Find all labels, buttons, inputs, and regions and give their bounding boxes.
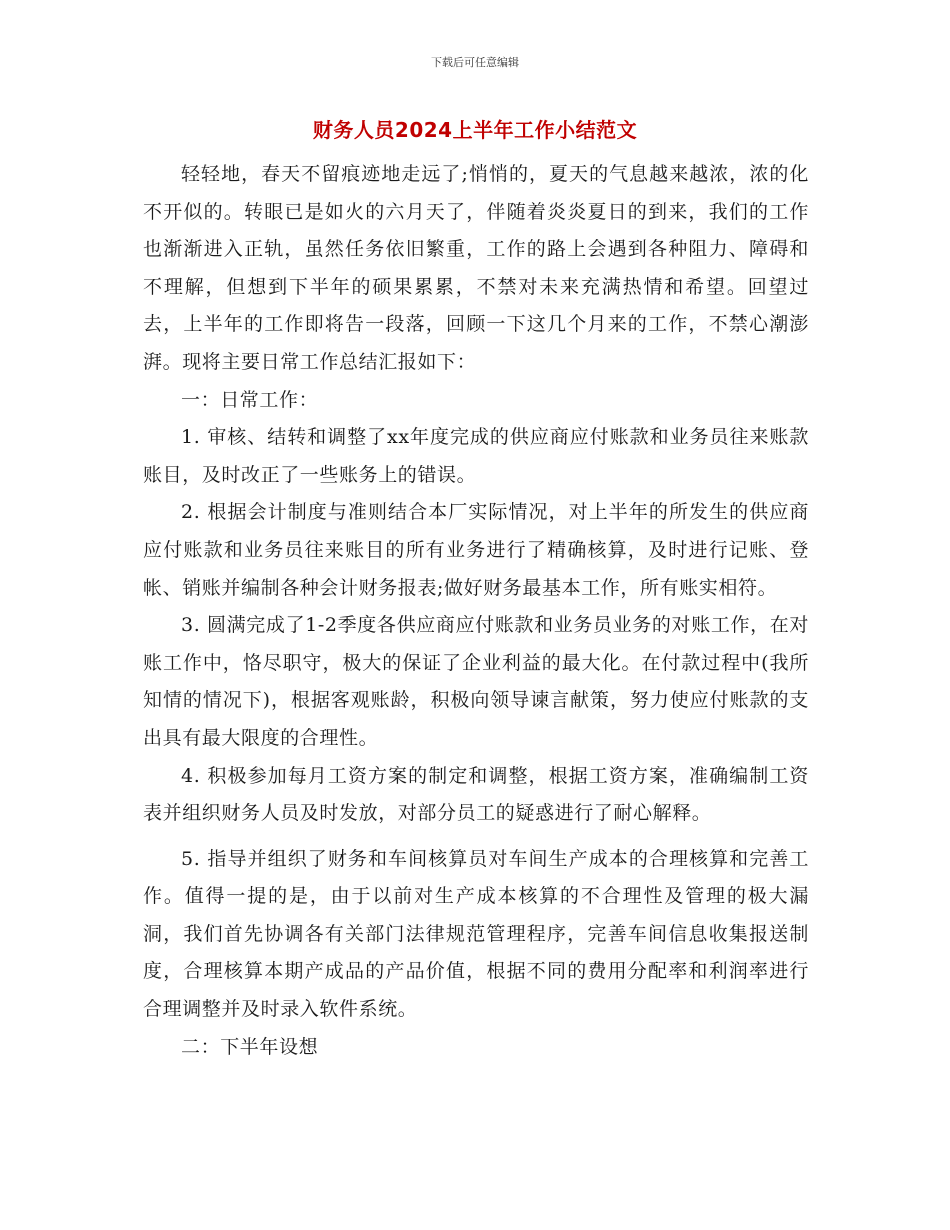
list-item-1: 1. 审核、结转和调整了xx年度完成的供应商应付账款和业务员往来账款账目，及时改正了一些账务上的错误。 (143, 426, 809, 486)
section-heading-daily-work: 一：日常工作： (181, 388, 319, 411)
section-heading-second-half: 二：下半年设想 (181, 1035, 319, 1058)
list-item-3: 3. 圆满完成了1-2季度各供应商应付账款和业务员业务的对账工作，在对账工作中，恪尽职守，极大的保证了企业利益的最大化。在付款过程中(我所知情的情况下)，根据客观账龄，积极向领导谏言献策，努力使应付账款的支出具有最大限度的合理性。 (143, 614, 809, 749)
header-note: 下载后可任意编辑 (431, 56, 519, 69)
document-title: 财务人员2024上半年工作小结范文 (312, 118, 638, 142)
paragraph-intro: 轻轻地，春天不留痕迹地走远了;悄悄的，夏天的气息越来越浓，浓的化不开似的。转眼已是如火的六月天了，伴随着炎炎夏日的到来，我们的工作也渐渐进入正轨，虽然任务依旧繁重，工作的路上会遇到各种阻力、障碍和不理解，但想到下半年的硕果累累，不禁对未来充满热情和希望。回望过去，上半年的工作即将告一段落，回顾一下这几个月来的工作，不禁心潮澎湃。现将主要日常工作总结汇报如下： (143, 163, 809, 373)
document-body (143, 156, 809, 1066)
list-item-2: 2. 根据会计制度与准则结合本厂实际情况，对上半年的所发生的供应商应付账款和业务员往来账目的所有业务进行了精确核算，及时进行记账、登帐、销账并编制各种会计财务报表;做好财务最基本工作，所有账实相符。 (143, 501, 809, 599)
list-item-4: 4. 积极参加每月工资方案的制定和调整，根据工资方案，准确编制工资表并组织财务人员及时发放，对部分员工的疑惑进行了耐心解释。 (143, 764, 809, 825)
list-item-5: 5. 指导并组织了财务和车间核算员对车间生产成本的合理核算和完善工作。值得一提的是，由于以前对生产成本核算的不合理性及管理的极大漏洞，我们首先协调各有关部门法律规范管理程序，完善车间信息收集报送制度，合理核算本期产成品的产品价值，根据不同的费用分配率和利润率进行合理调整并及时录入软件系统。 (143, 847, 809, 1021)
